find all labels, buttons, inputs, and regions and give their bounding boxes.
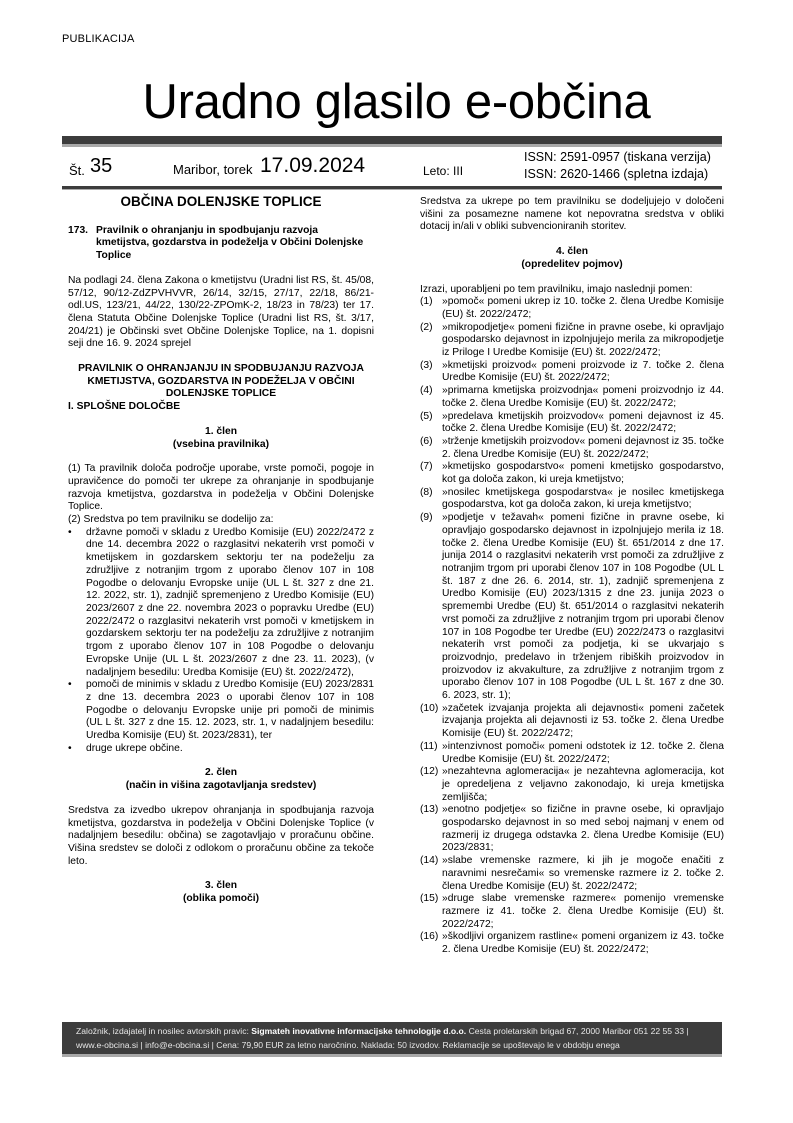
- list-item: • druge ukrepe občine.: [68, 743, 374, 756]
- definition-number: (1): [420, 296, 433, 308]
- masthead-rule-light: [62, 144, 722, 147]
- article-2-subtitle: (način in višina zagotavljanja sredstev): [125, 780, 317, 792]
- issue-date-label: Maribor, torek: [173, 162, 253, 177]
- definition-text: »intenzivnost pomoči« pomeni odstotek iz 12. točke 2. člena Uredbe Komisije (EU) št. 2022/2472;: [442, 740, 724, 765]
- rule-number: 173.: [68, 224, 89, 236]
- article-1-paragraph-1: (1) Ta pravilnik določa področje uporabe, vrste pomoči, pogoje in upravičence do pomoči ter ukrepe za ohranjanje in spodbujanje razvoja kmetijstva, gozdarstva in podeželja v Občini Dolenjske Toplice.: [68, 463, 374, 513]
- funding-list: [68, 527, 374, 756]
- footer-rule: [62, 1054, 722, 1057]
- footer-pricing: | Cena: 79,90 EUR za letno naročnino. Naklada: 50 izvodov. Reklamacije se upoštevajo le v obdobju enega: [209, 1040, 620, 1050]
- definition-text: »kmetijski proizvod« pomeni proizvode iz 7. točke 2. člena Uredbe Komisije (EU) št. 2022/2472;: [442, 359, 724, 384]
- issue-bar: [62, 150, 732, 184]
- definition-item: [420, 360, 724, 385]
- definition-item: [420, 487, 724, 512]
- issue-number-label: Št.: [69, 163, 85, 178]
- definition-number: (10): [420, 702, 439, 714]
- footer-publisher: Sigmateh inovativne informacijske tehnologije d.o.o.: [251, 1026, 467, 1036]
- definition-number: (7): [420, 461, 433, 473]
- definitions-list: [420, 296, 724, 957]
- definition-number: (14): [420, 855, 439, 867]
- article-4-subtitle: (opredelitev pojmov): [521, 258, 623, 270]
- rule-heading: [68, 225, 374, 263]
- definition-item: [420, 931, 724, 956]
- issn-print: ISSN: 2591-0957 (tiskana verzija): [524, 150, 711, 164]
- preamble: Na podlagi 24. člena Zakona o kmetijstvu (Uradni list RS, št. 45/08, 57/12, 90/12-ZdZPVHVVR, 26/14, 32/15, 27/17, 22/18, 86/21-odl.US, 123/21, 44/22, 130/22-ZPOmK-2, 18/23 in 78/23) ter 17. člena Statuta Občine Dolenjske Toplice (Uradni list RS, št. 3/17, 204/21) je Občinski svet Občine Dolenjske Toplice, na 1. dopisni seji dne 16. 9. 2024 sprejel: [68, 274, 374, 350]
- article-3-subtitle: (oblika pomoči): [182, 893, 260, 905]
- definition-number: (5): [420, 410, 433, 422]
- masthead-rule: [62, 136, 722, 144]
- right-column: [420, 196, 724, 957]
- list-item: • pomoči de minimis v skladu z Uredbo Komisije (EU) 2023/2831 z dne 13. decembra 2023 o uporabi členov 107 in 108 Pogodbe o delovanju Evropske unije pri pomoči de minimis (UL L št. 327 z dne 15. 12. 2023, str. 1, v nadaljnjem besedilu: Uredba Komisije (EU) št. 2023/2831), ter: [68, 679, 374, 743]
- definition-text: »nezahtevna aglomeracija« je nezahtevna aglomeracija, kot je opredeljena z veljavno zakonodajo, ki ureja kmetijska zemljišča;: [442, 766, 724, 803]
- document-title: PRAVILNIK O OHRANJANJU IN SPODBUJANJU RAZVOJA KMETIJSTVA, GOZDARSTVA IN PODEŽELJA V OBČINI DOLENJSKE TOPLICE: [78, 363, 364, 400]
- issue-rule-light: [62, 189, 722, 190]
- article-4-title: 4. člen: [555, 246, 589, 258]
- section-heading: I. SPLOŠNE DOLOČBE: [68, 401, 181, 413]
- definition-number: (9): [420, 512, 433, 524]
- definition-item: [420, 703, 724, 741]
- definition-text: »enotno podjetje« so fizične in pravne osebe, ki opravljajo gospodarsko dejavnost in so med seboj najmanj v enem od razmerij iz drugega odstavka 2. člena Uredbe Komisije (EU) 2023/2831;: [442, 804, 724, 854]
- definition-text: »trženje kmetijskih proizvodov« pomeni dejavnost iz 35. točke 2. člena Uredbe Komisije (EU) št. 2022/2472;: [442, 435, 724, 460]
- footer-address: Cesta proletarskih brigad 67, 2000 Maribor 051 22 55 33: [466, 1026, 685, 1036]
- definition-text: »nosilec kmetijskega gospodarstva« je nosilec kmetijskega gospodarstva, kot ga določa zakon, ki ureja kmetijstvo;: [442, 486, 724, 511]
- footer-prefix: Založnik, izdajatelj in nosilec avtorskih pravic:: [76, 1026, 252, 1036]
- definition-item: [420, 804, 724, 855]
- article-2-title: 2. člen: [204, 767, 238, 779]
- definition-item: [420, 512, 724, 703]
- definition-number: (16): [420, 931, 439, 943]
- definition-number: (6): [420, 435, 433, 447]
- definition-item: [420, 766, 724, 804]
- masthead-title: Uradno glasilo e-občina: [142, 75, 651, 129]
- definition-text: »podjetje v težavah« pomeni fizične in pravne osebe, ki opravljajo gospodarsko dejavnost in izpolnjujejo merila iz 18. točke 2. člena Uredbe Komisije (EU) št. 651/2014 z dne 17. junija 2014 o razglasitvi nekaterih vrst pomoči za združljive z notranjim trgom pri uporabi členov 107 in 108 Pogodbe (UL L št. 187 z dne 26. 6. 2014, str. 1), zadnjič spremenjena z Uredbo Komisije (EU) 2023/1315 z dne 23. junija 2023 o spremembi Uredbe (EU) št. 651/2014 o razglasitvi nekaterih vrst pomoči za združljive z notranjim trgom pri uporabi členov 107 in 108 Pogodbe ter Uredbe (EU) 2022/2473 o razglasitvi nekaterih vrst pomoči za podjetja, ki se ukvarjajo s proizvodnjo, predelavo in trženjem ribiških proizvodov in proizvodov iz akvakulture, za združljive z notranjim trgom z uporabo členov 107 in 108 Pogodbe (UL L št. 167 z dne 30. 6. 2023, str. 1);: [442, 512, 724, 702]
- definition-text: »mikropodjetje« pomeni fizične in pravne osebe, ki opravljajo gospodarsko dejavnost in izpolnjujejo merila za mikropodjetje iz Priloge I Uredbe Komisije (EU) št. 2022/2472;: [442, 321, 724, 359]
- definition-item: [420, 296, 724, 321]
- definition-text: »pomoč« pomeni ukrep iz 10. točke 2. člena Uredbe Komisije (EU) št. 2022/2472;: [442, 296, 724, 320]
- definition-item: [420, 855, 724, 893]
- definition-number: (12): [420, 766, 439, 778]
- article-1-subtitle: (vsebina pravilnika): [172, 438, 270, 450]
- issue-number: 35: [90, 155, 113, 177]
- definition-text: »kmetijsko gospodarstvo« pomeni kmetijsko gospodarstvo, kot ga določa zakon, ki ureja kmetijstvo;: [442, 461, 724, 486]
- definition-text: »slabe vremenske razmere, ki jih je mogoče enačiti z naravnimi nesrečami« so vremenske razmere iz 2. točke 2. člena Uredbe Komisije (EU) št. 2022/2472;: [442, 855, 724, 892]
- definition-text: »škodljivi organizem rastline« pomeni organizem iz 43. točke 2. člena Uredbe Komisije (EU) št. 2022/2472;: [442, 931, 724, 956]
- definition-item: [420, 893, 724, 931]
- definition-text: »začetek izvajanja projekta ali dejavnosti« pomeni začetek izvajanja projekta ali dejavnosti iz 53. točke 2. člena Uredbe Komisije (EU) št. 2022/2472;: [442, 702, 724, 740]
- definition-number: (2): [420, 321, 433, 333]
- definition-number: (15): [420, 893, 439, 905]
- definition-item: [420, 322, 724, 360]
- article-2-paragraph: Sredstva za izvedbo ukrepov ohranjanja in spodbujanja razvoja kmetijstva, gozdarstva in podeželja v Občini Dolenjske Toplice (v nadaljnjem besedilu: občina) se zagotavljajo v proračunu občine. Višina sredstev se določi z odlokom o proračunu občine za tekoče leto.: [68, 804, 374, 867]
- definition-item: [420, 436, 724, 461]
- definition-text: »predelava kmetijskih proizvodov« pomeni dejavnost iz 45. točke 2. člena Uredbe Komisije (EU) št. 2022/2472;: [442, 410, 724, 435]
- list-item: • državne pomoči v skladu z Uredbo Komisije (EU) 2022/2472 z dne 14. decembra 2022 o razglasitvi nekaterih vrst pomoči v kmetijskem in gozdarskem sektorju ter na podeželju za združljive z notranjim trgom z uporabo členov 107 in 108 Pogodbe o delovanju Evropske unije (UL L št. 327 z dne 21. 12. 2022, str. 1), zadnjič spremenjeno z Uredbo Komisije (EU) 2023/2607 z dne 22. novembra 2023 o popravku Uredbe (EU) 2022/2472 o razglasitvi nekaterih vrst pomoči v kmetijskem in gozdarskem sektorju ter na podeželju za združljive z notranjim trgom z uporabo členov 107 in 108 Pogodbe o delovanju Evropske Unije (UL L št. 2023/2607 z dne 23. 11. 2023), (v nadaljnjem besedilu: Uredba Komisije (EU) št. 2022/2472),: [68, 527, 374, 679]
- definition-number: (8): [420, 486, 433, 498]
- definition-number: (3): [420, 359, 433, 371]
- definition-number: (11): [420, 740, 438, 752]
- article-1-title: 1. člen: [204, 425, 238, 437]
- article-3-paragraph: Sredstva za ukrepe po tem pravilniku se dodeljujejo v določeni višini za posamezne namene kot nepovratna sredstva v obliki dotacij in/ali v obliki subvencioniranih storitev.: [420, 196, 724, 233]
- publisher-footer: Založnik, izdajatelj in nosilec avtorskih pravic: Sigmateh inovativne informacijske tehnologije d.o.o. Cesta proletarskih brigad 67, 2000 Maribor 051 22 55 33 | www.e-obcina.si | info@e-obcina.si | Cena: 79,90 EUR za letno naročnino. Naklada: 50 izvodov. Reklamacije se upoštevajo le v obdobju enega: [62, 1022, 722, 1054]
- article-1-paragraph-2: (2) Sredstva po tem pravilniku se dodelijo za:: [68, 514, 274, 526]
- definition-text: »primarna kmetijska proizvodnja« pomeni proizvodnjo iz 44. točke 2. člena Uredbe Komisije (EU) št. 2022/2472;: [442, 385, 724, 409]
- definition-number: (13): [420, 804, 439, 816]
- municipality-heading: OBČINA DOLENJSKE TOPLICE: [120, 194, 322, 209]
- article-4-intro: Izrazi, uporabljeni po tem pravilniku, imajo naslednji pomen:: [420, 283, 693, 295]
- article-3-title: 3. člen: [204, 880, 238, 892]
- issue-date: 17.09.2024: [260, 154, 366, 177]
- left-column: [68, 196, 374, 906]
- footer-website-link[interactable]: www.e-obcina.si: [76, 1040, 139, 1050]
- definition-item: [420, 741, 724, 766]
- rule-title: Pravilnik o ohranjanju in spodbujanju razvoja kmetijstva, gozdarstva in podeželja v Občini Dolenjske Toplice: [96, 224, 364, 262]
- definition-item: [420, 385, 724, 410]
- footer-email-link[interactable]: info@e-obcina.si: [145, 1040, 210, 1050]
- definition-number: (4): [420, 385, 433, 397]
- publication-label: PUBLIKACIJA: [62, 33, 135, 45]
- issn-web: ISSN: 2620-1466 (spletna izdaja): [524, 167, 709, 181]
- definition-item: [420, 461, 724, 486]
- definition-item: [420, 411, 724, 436]
- definition-text: »druge slabe vremenske razmere« pomenijo vremenske razmere iz 41. točke 2. člena Uredbe Komisije (EU) št. 2022/2472;: [442, 893, 724, 930]
- issue-year: Leto: III: [423, 164, 464, 178]
